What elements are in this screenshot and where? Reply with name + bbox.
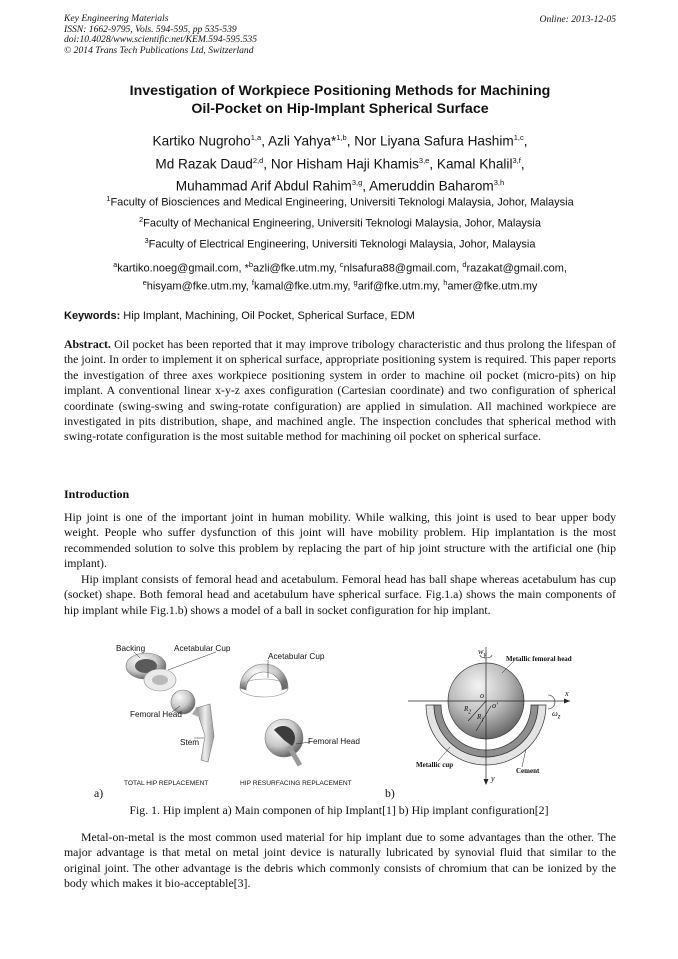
email-text: amer@fke.utm.my — [447, 280, 538, 293]
subfigure-b-label: b) — [385, 786, 395, 800]
author-line — [60, 128, 620, 151]
author-sup: 1,c — [513, 133, 524, 142]
online-date: Online: 2013-12-05 — [539, 14, 616, 25]
author-sup: 3,h — [493, 178, 505, 188]
email-text: arif@fke.utm.my, — [357, 280, 444, 293]
author-sep: , — [263, 156, 271, 172]
header-line: doi:10.4028/www.scientific.net/KEM.594-595.535 — [64, 34, 258, 46]
abstract — [64, 337, 616, 445]
label-r2-text: R — [464, 705, 469, 713]
email-text: hisyam@fke.utm.my, — [146, 280, 252, 293]
email-sup: c — [339, 260, 344, 269]
email-text: nlsafura88@gmail.com, — [343, 262, 463, 275]
figure-caption: Fig. 1. Hip implent a) Main componen of hip Implant[1] b) Hip implant configuration[2] — [129, 803, 549, 817]
label-r1-text: R — [477, 713, 482, 721]
paper-title — [60, 82, 620, 118]
label-omega — [552, 709, 560, 721]
email-sup: e — [142, 277, 147, 287]
email-sup: d — [462, 260, 467, 269]
affiliation-3 — [40, 236, 640, 251]
subfigure-a-label: a) — [94, 786, 104, 800]
affiliation-text: Faculty of Electrical Engineering, Universiti Teknologi Malaysia, Johor, Malaysia — [148, 238, 536, 251]
author-sup: 3,e — [418, 155, 430, 165]
email-text: razakat@gmail.com, — [466, 262, 567, 275]
label-o-prime: o' — [492, 701, 498, 710]
label-hip-resurfacing: HIP RESURFACING REPLACEMENT — [240, 780, 352, 787]
author-sep: , — [346, 133, 355, 149]
figure-1b — [398, 643, 583, 788]
author-name: Azli Yahya* — [268, 133, 337, 149]
keywords-text: Hip Implant, Machining, Oil Pocket, Spherical Surface, EDM — [120, 310, 415, 322]
label-y: y — [491, 774, 495, 783]
author-sep: , — [261, 133, 268, 149]
title-line-1: Investigation of Workpiece Positioning Methods for Machining — [129, 83, 551, 99]
author-name: Nor Hisham Haji Khamis — [270, 156, 419, 172]
label-femoral-head-2: Femoral Head — [308, 737, 360, 746]
author-name: Kamal Khalil — [436, 156, 513, 172]
affiliation-1 — [40, 194, 640, 209]
label-w-sub: y — [483, 651, 487, 659]
author-name: Kartiko Nugroho — [152, 133, 251, 149]
email-sup: a — [113, 260, 118, 269]
label-r1-sub: 1 — [481, 717, 485, 724]
author-sup: 1,b — [336, 133, 347, 142]
label-acetabular-cup-2: Acetabular Cup — [268, 652, 325, 661]
author-name: Muhammad Arif Abdul Rahim — [175, 178, 352, 194]
label-stem: Stem — [180, 738, 200, 747]
author-sep: , — [429, 156, 437, 172]
label-acetabular-cup: Acetabular Cup — [174, 644, 231, 653]
author-sep: , — [520, 156, 525, 172]
label-o: o — [480, 691, 485, 700]
label-r2-sub: 2 — [468, 709, 472, 716]
author-sup: 3,f — [512, 155, 521, 165]
title-line-2: Oil-Pocket on Hip-Implant Spherical Surface — [191, 101, 489, 117]
label-femoral-head: Femoral Head — [130, 710, 182, 719]
author-name: Nor Liyana Safura Hashim — [354, 133, 514, 149]
label-metallic-cup: Metallic cup — [416, 761, 454, 769]
email-text: azli@fke.utm.my, — [253, 262, 340, 275]
keywords-label: Keywords: — [64, 310, 121, 322]
author-name: Ameruddin Baharom — [369, 178, 494, 194]
author-sep: , — [362, 178, 370, 194]
author-name: Md Razak Daud — [155, 156, 253, 172]
affiliation-2 — [40, 215, 640, 230]
email-sup: f — [251, 277, 254, 287]
email-text: kartiko.noeg@gmail.com, * — [117, 262, 249, 275]
label-r2 — [464, 705, 471, 715]
intro-paragraph-3: Metal-on-metal is the most common used material for hip implant due to some advantages than the other. The major advantage is that metal on metal joint device is naturally lubricated by synovial fluid that similar to the original joint. The other advantage is the debris which commonly consists of chromium that can be ionized by the body which makes it bio-acceptable[3]. — [64, 830, 616, 891]
label-omega-text: ω — [552, 709, 558, 718]
author-sep: , — [523, 133, 528, 149]
affiliation-sup: 3 — [144, 236, 149, 245]
email-sup: h — [443, 277, 448, 287]
author-sup: 1,a — [250, 133, 262, 142]
author-line — [60, 173, 620, 196]
email-line — [40, 276, 640, 294]
figure-1a — [88, 640, 388, 790]
intro-paragraph-1: Hip joint is one of the important joint in human mobility. While walking, this joint is used to bear upper body weight. People who suffer dysfunction of this joint will have mobility problem. Hip implantation is the most recommended solution to solve this problem by replacing the part of hip joint structure with the artificial one (hip implant). — [64, 510, 616, 571]
journal-header — [64, 14, 257, 56]
author-sup: 3,g — [351, 178, 363, 188]
label-w-text: w — [478, 647, 484, 656]
affiliation-sup: 2 — [139, 215, 144, 224]
email-text: kamal@fke.utm.my, — [253, 280, 354, 293]
label-cement: Cement — [516, 767, 540, 775]
label-metallic-femoral-head: Metallic femoral head — [506, 655, 572, 663]
abstract-text: Oil pocket has been reported that it may improve tribology characteristic and thus prolong the lifespan of the joint. In order to implement it on spherical surface, appropriate positioning system is required. This paper reports the investigation of three axes workpiece positioning system in order to machine oil pocket (micro-pits) on hip implant. A conventional linear x-y-z axes configuration (Cartesian coordinate) and two configuration of spherical coordinate (swing-swing and swing-rotate configuration) are applied in simulation. All machined workpiece are investigated in pits distribution, shape, and machined angle. The inspection concludes that spherical method with swing-rotate configuration is the most suitable method for machining oil pocket on spherical surface. — [64, 337, 616, 444]
label-total-hip: TOTAL HIP REPLACEMENT — [124, 780, 209, 787]
affiliation-text: Faculty of Mechanical Engineering, Universiti Teknologi Malaysia, Johor, Malaysia — [143, 217, 541, 230]
affiliation-text: Faculty of Biosciences and Medical Engineering, Universiti Teknologi Malaysia, Johor, Malaysia — [110, 196, 574, 209]
author-emails — [40, 258, 640, 293]
label-backing: Backing — [116, 644, 146, 653]
label-x: x — [565, 689, 569, 698]
email-sup: g — [353, 277, 358, 287]
header-line: ISSN: 1662-9795, Vols. 594-595, pp 535-539 — [64, 23, 237, 35]
author-list — [60, 128, 620, 196]
header-line: Key Engineering Materials — [64, 13, 169, 24]
abstract-label: Abstract. — [64, 337, 111, 351]
label-w — [478, 647, 487, 659]
email-sup: b — [248, 260, 254, 269]
author-sup: 2,d — [252, 155, 264, 165]
affiliation-sup: 1 — [106, 194, 111, 203]
author-line — [60, 151, 620, 174]
label-r1 — [477, 713, 484, 723]
keywords — [64, 310, 415, 322]
label-omega-sub: z — [557, 713, 561, 721]
email-line — [40, 258, 640, 276]
intro-paragraph-2: Hip implant consists of femoral head and acetabulum. Femoral head has ball shape whereas acetabulum has cup (socket) shape. Both femoral head and acetabulum have spherical surface. Fig.1.a) shows the main components of hip implant while Fig.1.b) shows a model of a ball in socket configuration for hip implant. — [64, 572, 616, 617]
header-line: © 2014 Trans Tech Publications Ltd, Switzerland — [64, 44, 254, 56]
section-heading: Introduction — [64, 487, 130, 501]
